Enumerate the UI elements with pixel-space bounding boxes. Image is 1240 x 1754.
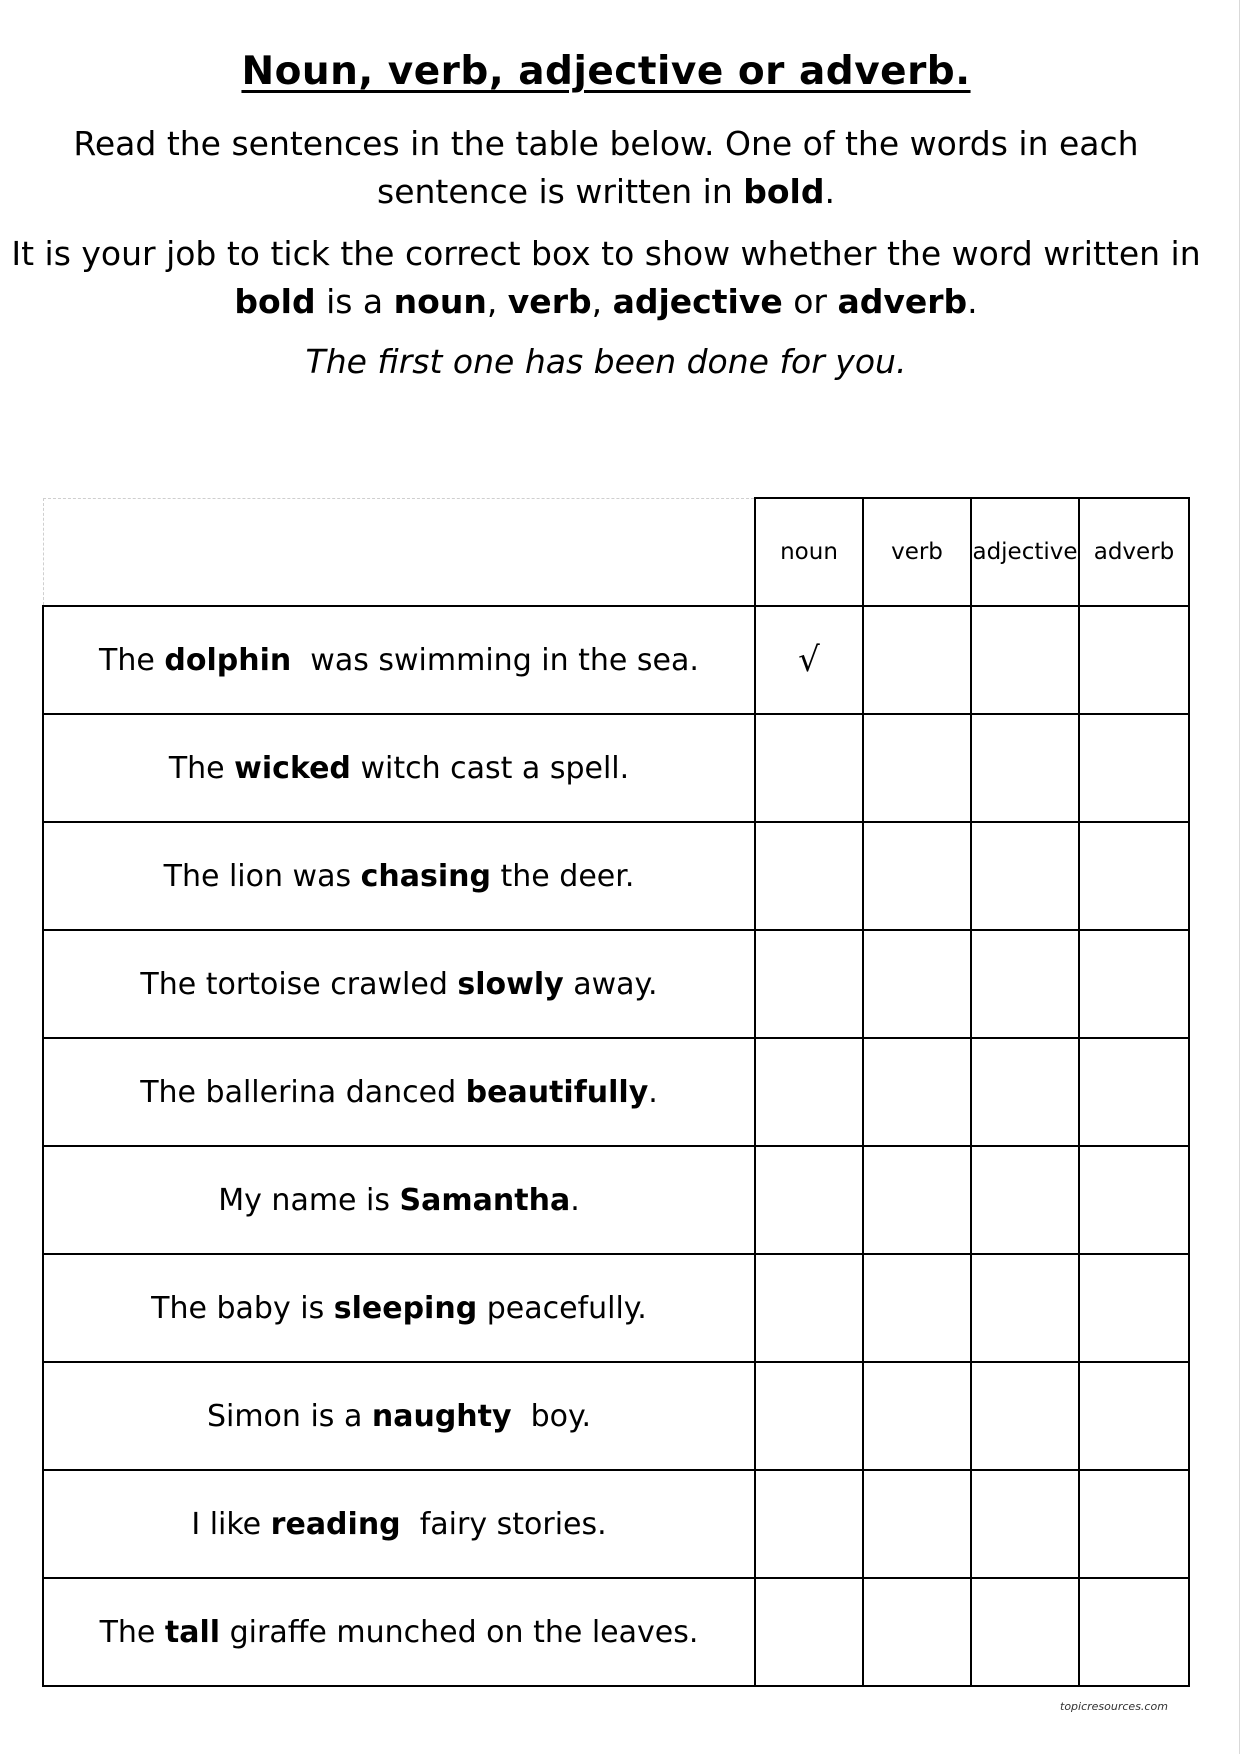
sentence-text: I like <box>191 1506 271 1542</box>
sentence-bold-word: beautifully <box>465 1074 649 1110</box>
sentence-text: . <box>648 1074 658 1110</box>
sentence-bold-word: wicked <box>234 750 351 786</box>
instruction-read: Read the sentences in the table below. One of the words in each sentence is written in bold. <box>73 124 1139 211</box>
tick-box-adverb[interactable] <box>1079 822 1189 930</box>
sentence-bold-word: tall <box>164 1614 221 1650</box>
sentence-bold-word: slowly <box>457 966 564 1002</box>
tick-box-adverb[interactable] <box>1079 1470 1189 1578</box>
sentence-text: was swimming in the sea. <box>291 642 699 678</box>
tick-box-noun[interactable] <box>755 1470 863 1578</box>
header-adverb: adverb <box>1079 498 1189 606</box>
sentence-cell <box>43 1362 755 1470</box>
sentence-bold-word: sleeping <box>333 1290 478 1326</box>
sentence-cell <box>43 1038 755 1146</box>
tick-box-noun[interactable] <box>755 606 863 714</box>
sentence-bold-word: Samantha <box>399 1182 571 1218</box>
tick-box-adverb[interactable] <box>1079 930 1189 1038</box>
sentence-text: The baby is <box>151 1290 334 1326</box>
sentence-cell <box>43 1146 755 1254</box>
tick-box-adjective[interactable] <box>971 714 1079 822</box>
sentence-bold-word: reading <box>270 1506 401 1542</box>
sentence-cell <box>43 1470 755 1578</box>
table-row <box>43 714 1189 822</box>
tick-mark-icon: √ <box>798 640 820 680</box>
instruction-tick: It is your job to tick the correct box to show whether the word written in bold is a noun, verb, adjective or adverb. <box>11 234 1201 321</box>
sentence-text: fairy stories. <box>400 1506 607 1542</box>
tick-box-adjective[interactable] <box>971 1470 1079 1578</box>
sentence-text: boy. <box>511 1398 592 1434</box>
sentence-text: The <box>168 750 235 786</box>
tick-box-adjective[interactable] <box>971 1038 1079 1146</box>
tick-box-adverb[interactable] <box>1079 1146 1189 1254</box>
sentence-cell <box>43 714 755 822</box>
sentence-text: away. <box>563 966 658 1002</box>
tick-box-adverb[interactable] <box>1079 606 1189 714</box>
instruction-example: The first one has been done for you. <box>305 342 907 381</box>
tick-box-adjective[interactable] <box>971 1578 1079 1686</box>
header-verb: verb <box>863 498 971 606</box>
tick-box-adverb[interactable] <box>1079 1038 1189 1146</box>
table-row <box>43 1362 1189 1470</box>
sentence-text: Simon is a <box>206 1398 372 1434</box>
sentence-bold-word: dolphin <box>164 642 292 678</box>
header-noun: noun <box>755 498 863 606</box>
sentence-cell <box>43 1578 755 1686</box>
tick-box-adverb[interactable] <box>1079 1578 1189 1686</box>
sentence-cell <box>43 930 755 1038</box>
sentence-text: The tortoise crawled <box>140 966 458 1002</box>
sentence-bold-word: naughty <box>371 1398 512 1434</box>
sentence-text: giraffe munched on the leaves. <box>220 1614 699 1650</box>
sentence-cell <box>43 606 755 714</box>
tick-box-verb[interactable] <box>863 930 971 1038</box>
tick-box-verb[interactable] <box>863 1362 971 1470</box>
tick-box-verb[interactable] <box>863 714 971 822</box>
footer-credit: topicresources.com <box>1060 1700 1168 1713</box>
tick-box-adjective[interactable] <box>971 822 1079 930</box>
tick-box-adverb[interactable] <box>1079 714 1189 822</box>
tick-box-adjective[interactable] <box>971 606 1079 714</box>
table-header-row <box>43 498 1189 606</box>
tick-box-noun[interactable] <box>755 714 863 822</box>
tick-box-verb[interactable] <box>863 606 971 714</box>
sentence-cell <box>43 1254 755 1362</box>
table-row <box>43 1254 1189 1362</box>
tick-box-noun[interactable] <box>755 822 863 930</box>
table-row <box>43 606 1189 714</box>
tick-box-adverb[interactable] <box>1079 1254 1189 1362</box>
sentence-text: The lion was <box>163 858 361 894</box>
sentence-text: . <box>570 1182 580 1218</box>
table-row <box>43 822 1189 930</box>
tick-box-verb[interactable] <box>863 1146 971 1254</box>
tick-box-noun[interactable] <box>755 1146 863 1254</box>
tick-box-verb[interactable] <box>863 1038 971 1146</box>
sentence-cell <box>43 822 755 930</box>
tick-box-noun[interactable] <box>755 1038 863 1146</box>
tick-box-adjective[interactable] <box>971 1146 1079 1254</box>
table-row <box>43 1038 1189 1146</box>
tick-box-adjective[interactable] <box>971 930 1079 1038</box>
tick-box-verb[interactable] <box>863 1254 971 1362</box>
tick-box-noun[interactable] <box>755 1578 863 1686</box>
worksheet-title: Noun, verb, adjective or adverb. <box>241 49 971 94</box>
header-adjective: adjective <box>971 498 1079 606</box>
tick-box-noun[interactable] <box>755 930 863 1038</box>
table-row <box>43 930 1189 1038</box>
sentence-text: My name is <box>218 1182 400 1218</box>
tick-box-adverb[interactable] <box>1079 1362 1189 1470</box>
tick-box-noun[interactable] <box>755 1362 863 1470</box>
sentence-text: peacefully. <box>477 1290 647 1326</box>
parts-of-speech-table <box>42 497 1190 1687</box>
table-row <box>43 1578 1189 1686</box>
tick-box-verb[interactable] <box>863 1578 971 1686</box>
sentence-text: witch cast a spell. <box>350 750 630 786</box>
tick-box-adjective[interactable] <box>971 1254 1079 1362</box>
sentence-text: The <box>99 1614 165 1650</box>
tick-box-verb[interactable] <box>863 1470 971 1578</box>
table-row <box>43 1146 1189 1254</box>
sentence-text: The ballerina danced <box>140 1074 466 1110</box>
tick-box-adjective[interactable] <box>971 1362 1079 1470</box>
tick-box-noun[interactable] <box>755 1254 863 1362</box>
table-row <box>43 1470 1189 1578</box>
sentence-text: the deer. <box>490 858 635 894</box>
tick-box-verb[interactable] <box>863 822 971 930</box>
sentence-text: The <box>99 642 165 678</box>
sentence-bold-word: chasing <box>360 858 491 894</box>
blank-header-cell <box>43 498 755 606</box>
